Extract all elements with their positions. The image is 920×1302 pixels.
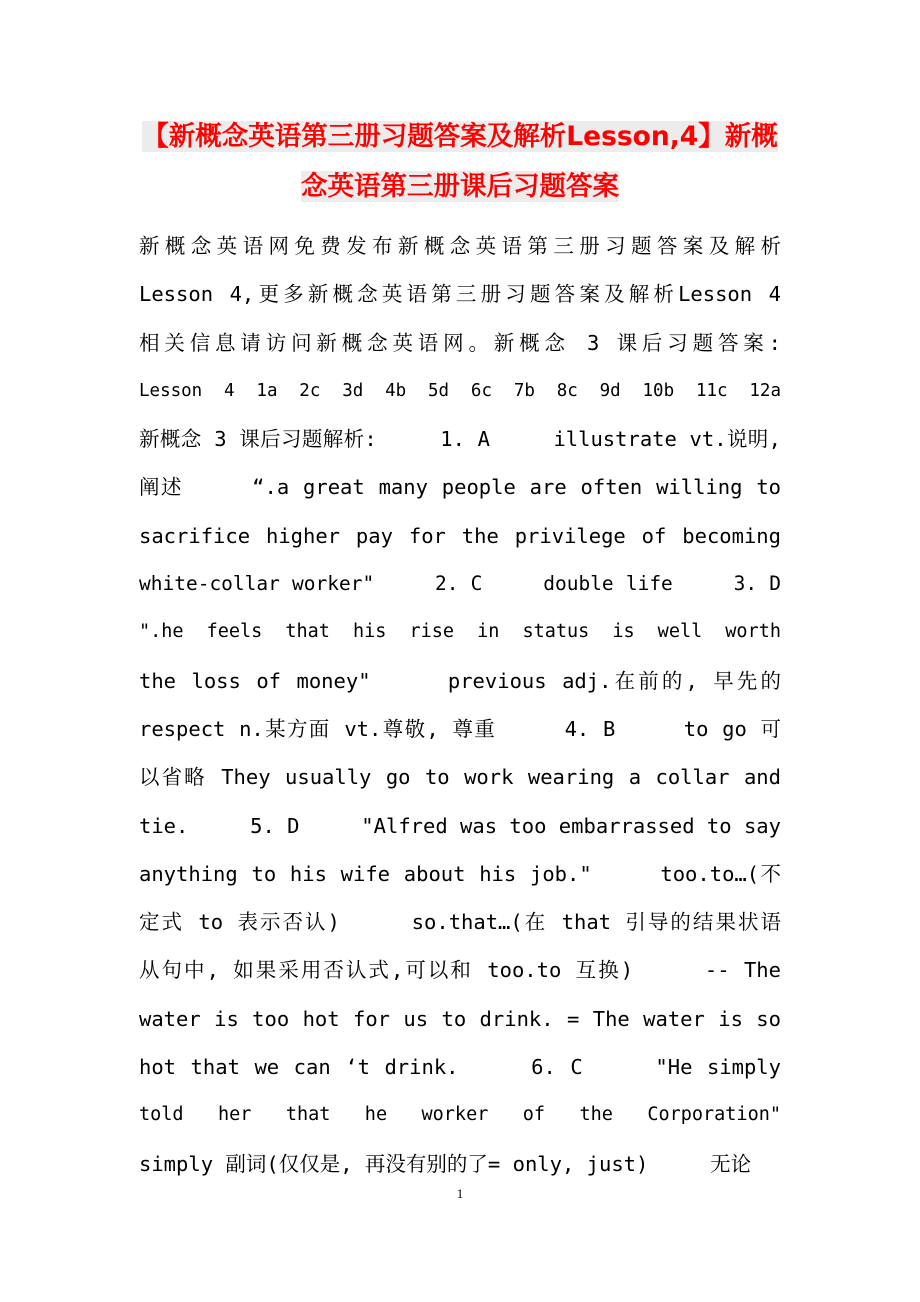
body-line: Lesson 4 1a 2c 3d 4b 5d 6c 7b 8c 9d 10b 11c 12a: [139, 380, 781, 401]
body-line: ".he feels that his rise in status is well worth: [139, 621, 781, 643]
body-line: the loss of money" previous adj.在前的, 早先的: [139, 668, 781, 693]
title-line-2: 念英语第三册课后习题答案: [301, 171, 619, 202]
body-line: sacrifice higher pay for the privilege of becoming: [139, 523, 781, 548]
body-line: 相关信息请访问新概念英语网。新概念 3 课后习题答案:: [139, 330, 781, 355]
body-line: 新概念 3 课后习题解析: 1. A illustrate vt.说明,: [139, 427, 781, 452]
body-line: white-collar worker" 2. C double life 3. D: [139, 572, 781, 596]
title-line-1: 【新概念英语第三册习题答案及解析Lesson,4】新概: [142, 121, 778, 152]
body-line: tie. 5. D "Alfred was too embarrassed to say: [139, 813, 781, 838]
body-line: respect n.某方面 vt.尊敬, 尊重 4. B to go 可: [139, 716, 781, 741]
page-number: 1: [456, 1186, 464, 1201]
body-line: water is too hot for us to drink. = The water is so: [139, 1006, 781, 1031]
body-line: 以省略 They usually go to work wearing a collar and: [139, 765, 781, 790]
body-line: anything to his wife about his job." too.to…(不: [139, 861, 781, 886]
body-line: 阐述 “.a great many people are often willing to: [139, 475, 781, 500]
body-text: [139, 222, 781, 1188]
body-line: 从句中, 如果采用否认式,可以和 too.to 互换) -- The: [139, 958, 781, 983]
body-line: simply 副词(仅仅是, 再没有别的了= only, just) 无论: [139, 1151, 752, 1176]
body-line: Lesson 4,更多新概念英语第三册习题答案及解析Lesson 4: [139, 282, 781, 307]
body-line: 新概念英语网免费发布新概念英语第三册习题答案及解析: [139, 234, 781, 258]
body-line: told her that he worker of the Corporation": [139, 1104, 781, 1126]
document-title: [138, 112, 782, 212]
body-line: 定式 to 表示否认) so.that…(在 that 引导的结果状语: [139, 910, 781, 935]
body-line: hot that we can ‘t drink. 6. C "He simply: [139, 1055, 781, 1080]
